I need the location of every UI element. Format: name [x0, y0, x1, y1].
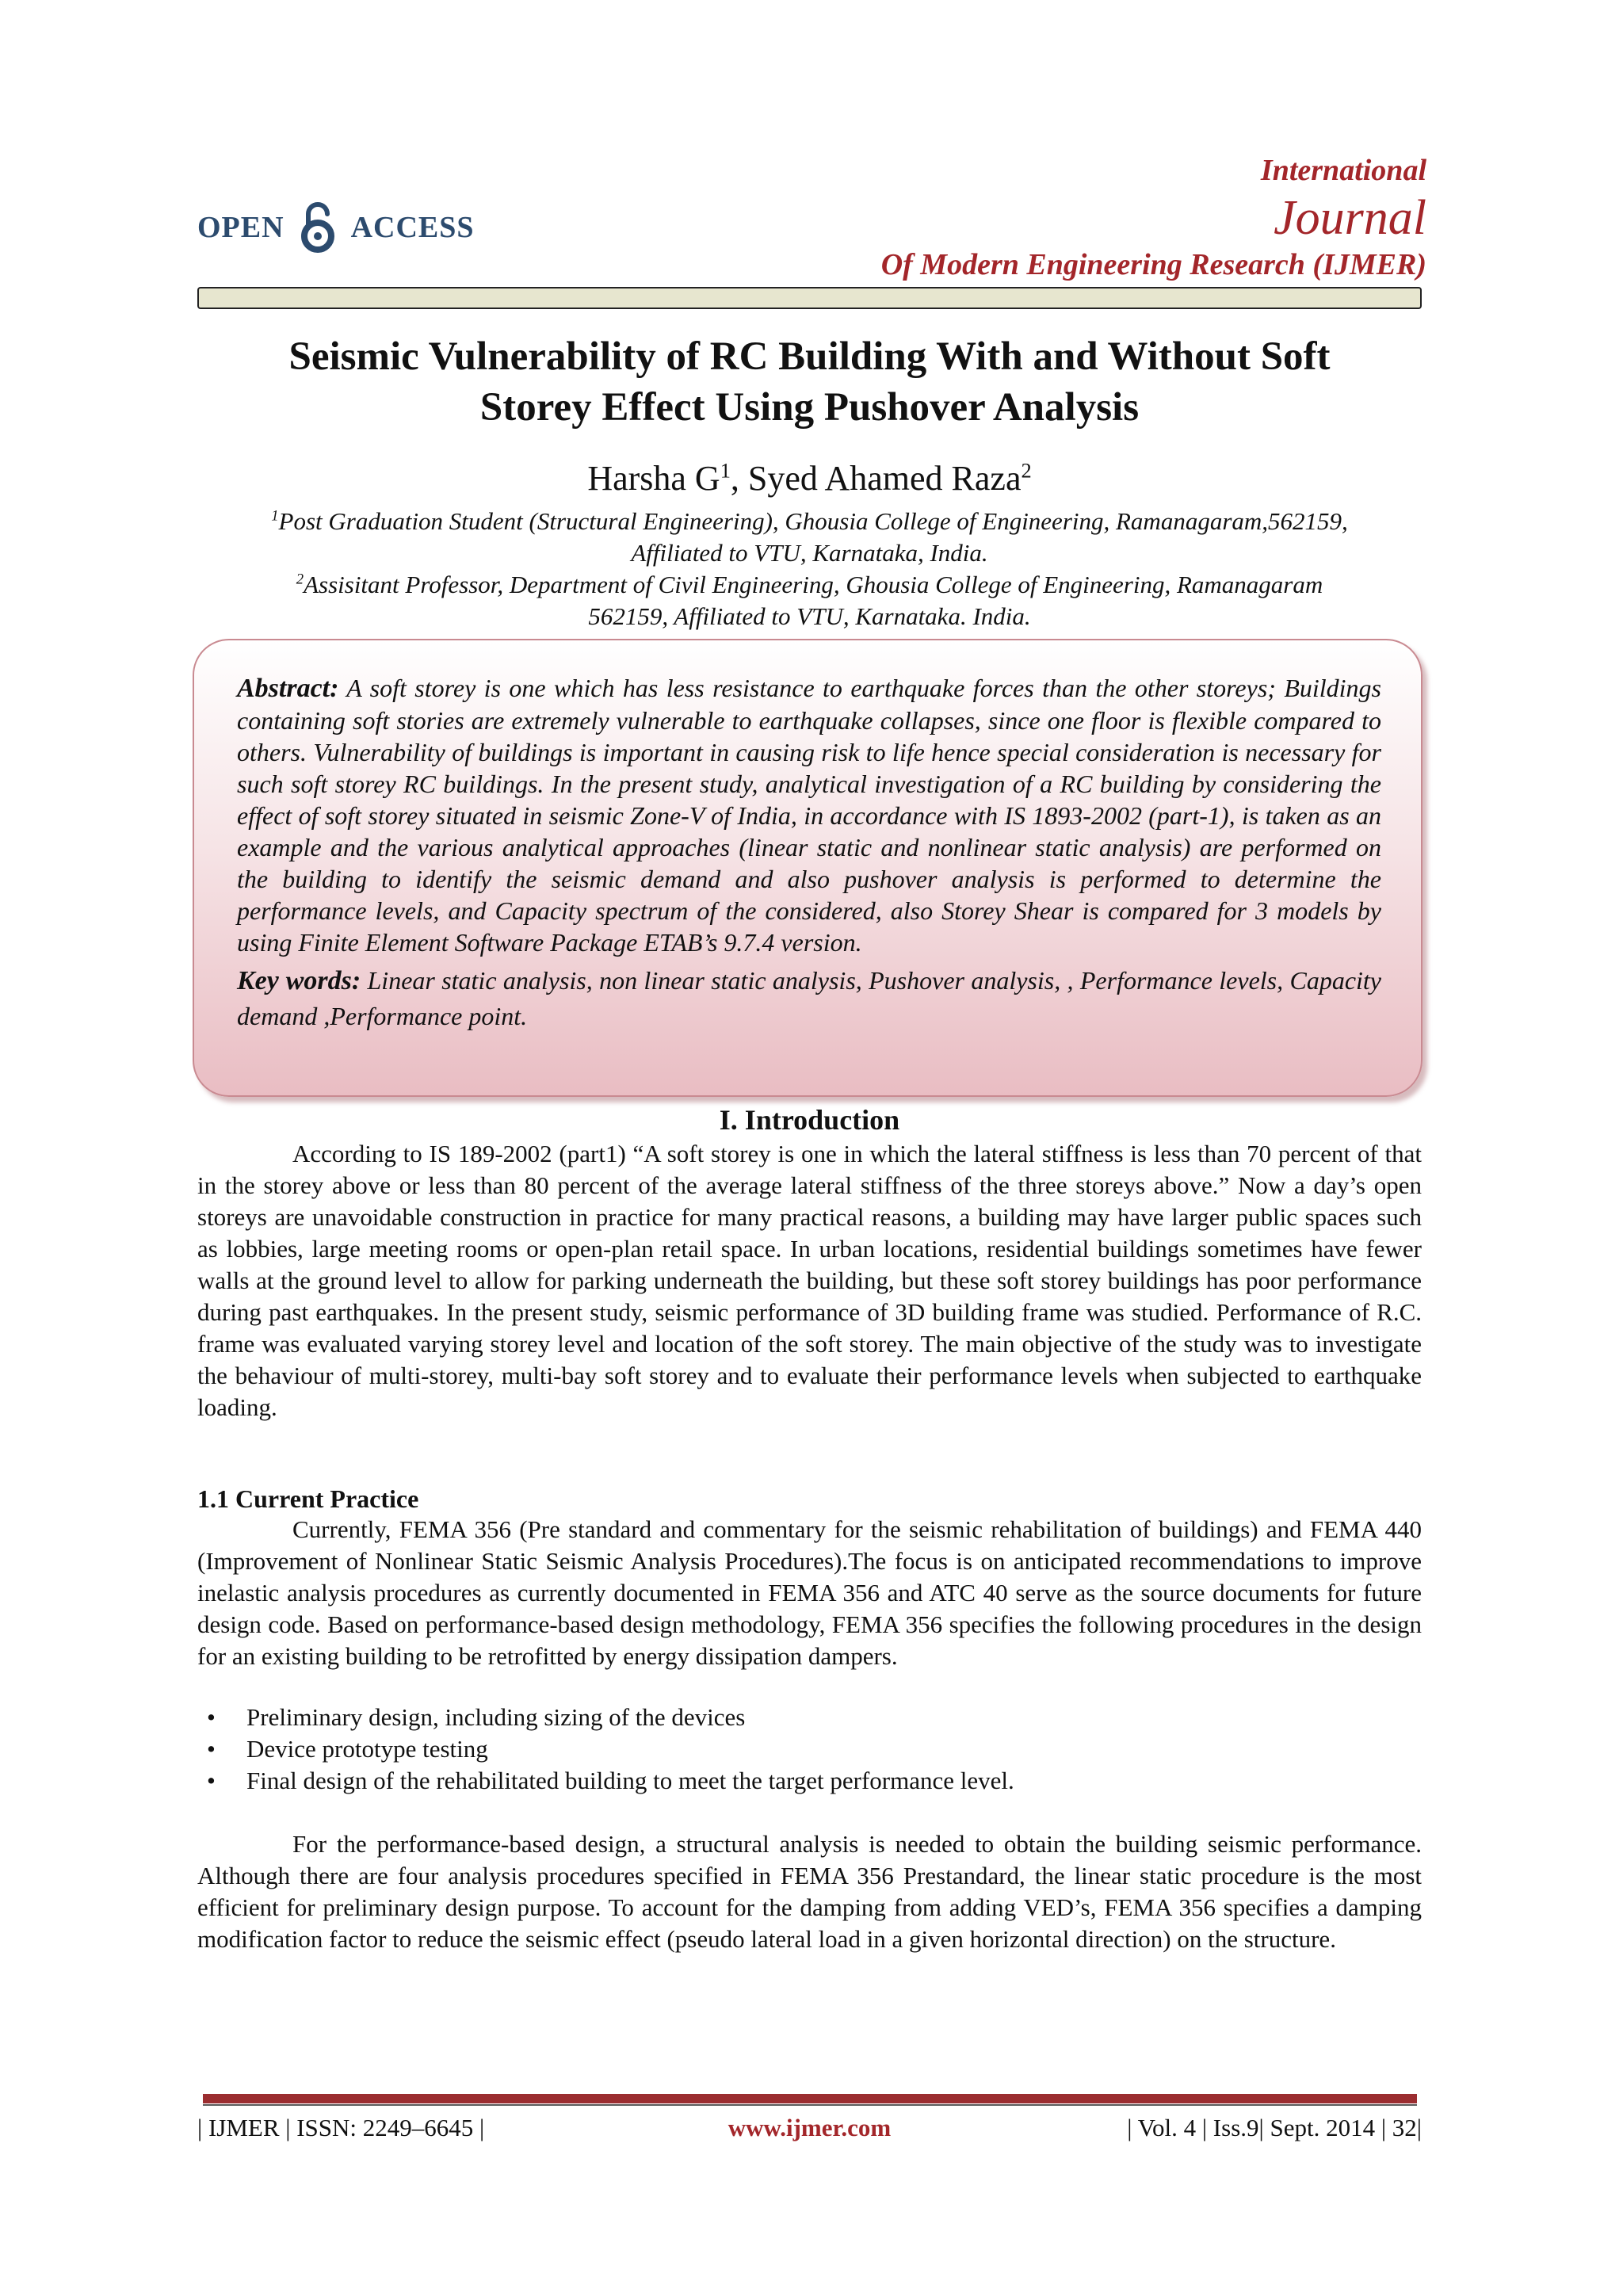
keywords-text: Linear static analysis, non linear static analysis, Pushover analysis, , Performance levels, Capacity demand ,Performance point. — [237, 966, 1382, 1030]
footer-divider-bar — [203, 2094, 1417, 2103]
affil-2-mark: 2 — [296, 571, 304, 588]
journal-line-international: International — [1260, 154, 1426, 187]
list-item: • Preliminary design, including sizing of the devices — [197, 1702, 1422, 1733]
title-line-2: Storey Effect Using Pushover Analysis — [479, 385, 1140, 430]
keywords-label: Key words: — [237, 966, 361, 995]
journal-masthead — [881, 151, 1426, 284]
journal-line-name: Of Modern Engineering Research (IJMER) — [880, 248, 1426, 281]
author-1-affil-mark: 1 — [720, 458, 731, 483]
title-line-1: Seismic Vulnerability of RC Building With and Without Soft — [288, 334, 1331, 379]
open-access-left-text: OPEN — [197, 211, 285, 244]
affil-2-line-2: 562159, Affiliated to VTU, Karnataka. India. — [588, 602, 1031, 630]
open-access-logo — [197, 208, 475, 247]
author-1: Harsha G — [587, 459, 720, 498]
affil-2-line-1: Assisitant Professor, Department of Civil Engineering, Ghousia College of Engineering, Ramanagaram — [304, 571, 1323, 598]
footer-issn: | IJMER | ISSN: 2249–6645 | — [197, 2114, 485, 2141]
author-separator: , — [730, 459, 748, 498]
section-heading-introduction: I. Introduction — [719, 1104, 900, 1136]
affil-1-line-2: Affiliated to VTU, Karnataka, India. — [631, 539, 988, 567]
open-lock-icon — [296, 201, 340, 254]
list-item: • Final design of the rehabilitated building to meet the target performance level. — [197, 1765, 1422, 1797]
footer-website-link[interactable]: www.ijmer.com — [727, 2114, 892, 2141]
abstract-text: A soft storey is one which has less resistance to earthquake forces than the other storeys; Buildings containing soft stories are extremely vulnerable to earthquake collapses, since one floor is flexible compared to others. Vulnerability of buildings is important in causing risk to life hence special consideration is necessary for such soft storey RC buildings. In the present study, analytical investigation of a RC building by considering the effect of soft storey situated in seismic Zone-V of India, in accordance with IS 1893-2002 (part-1), is taken as an example and the various analytical approaches (linear static and nonlinear static analysis) are performed on the building to identify the seismic demand and also pushover analysis is performed to determine the performance levels, and Capacity spectrum of the considered, also Storey Shear is compared for 3 models by using Finite Element Software Package ETAB’s 9.7.4 version. — [237, 674, 1381, 957]
abstract-label: Abstract: — [237, 674, 339, 703]
footer-volume-page: | Vol. 4 | Iss.9| Sept. 2014 | 32| — [1127, 2114, 1422, 2141]
procedure-bullet-list — [197, 1702, 1422, 1797]
footer-divider-line — [203, 2104, 1417, 2106]
affil-1-mark: 1 — [271, 507, 279, 525]
affiliation-2 — [197, 569, 1422, 632]
author-2-affil-mark: 2 — [1021, 458, 1032, 483]
open-access-right-text: ACCESS — [350, 211, 475, 244]
page-footer — [197, 2111, 1422, 2145]
journal-line-journal: Journal — [1274, 191, 1426, 245]
header-divider-bar — [197, 287, 1422, 309]
abstract-paragraph — [237, 672, 1381, 958]
subsection-heading-current-practice: 1.1 Current Practice — [197, 1484, 419, 1513]
current-practice-paragraph-2: For the performance-based design, a structural analysis is needed to obtain the building seismic performance. Although there are four analysis procedures specified in FEMA 356 Prestandard, the linear static procedure is the most efficient for preliminary design purpose. To account for the damping from adding VED’s, FEMA 356 specifies a damping modification factor to reduce the seismic effect (pseudo lateral load in a given horizontal direction) on the structure. — [197, 1830, 1422, 1953]
author-list — [197, 457, 1422, 501]
intro-paragraph: According to IS 189-2002 (part1) “A soft storey is one in which the lateral stiffness is less than 70 percent of that in the storey above or less than 80 percent of the average lateral stiffness of the three storeys above.” Now a day’s open storeys are unavoidable construction in practice for many practical reasons, a building may have larger public spaces such as lobbies, large meeting rooms or open-plan retail space. In urban locations, residential buildings sometimes have fewer walls at the ground level to allow for parking underneath the building, but these soft storey buildings has poor performance during past earthquakes. In the present study, seismic performance of 3D building frame was studied. Performance of R.C. frame was evaluated varying storey level and location of the soft storey. The main objective of the study was to investigate the behaviour of multi-storey, multi-bay soft storey and to evaluate their performance levels when subjected to earthquake loading. — [197, 1140, 1422, 1421]
affiliation-1 — [197, 506, 1422, 569]
keywords-paragraph — [237, 963, 1381, 1033]
paper-title — [197, 331, 1422, 433]
abstract-box — [193, 639, 1423, 1097]
affil-1-line-1: Post Graduation Student (Structural Engineering), Ghousia College of Engineering, Ramanagaram,562159, — [278, 507, 1348, 535]
author-2: Syed Ahamed Raza — [747, 459, 1022, 498]
current-practice-paragraph-1: Currently, FEMA 356 (Pre standard and commentary for the seismic rehabilitation of buildings) and FEMA 440 (Improvement of Nonlinear Static Seismic Analysis Procedures).The focus is on anticipated recommendations to improve inelastic analysis procedures as currently documented in FEMA 356 and ATC 40 serve as the source documents for future design code. Based on performance-based design methodology, FEMA 356 specifies the following procedures in the design for an existing building to be retrofitted by energy dissipation dampers. — [197, 1515, 1422, 1670]
list-item: • Device prototype testing — [197, 1733, 1422, 1765]
